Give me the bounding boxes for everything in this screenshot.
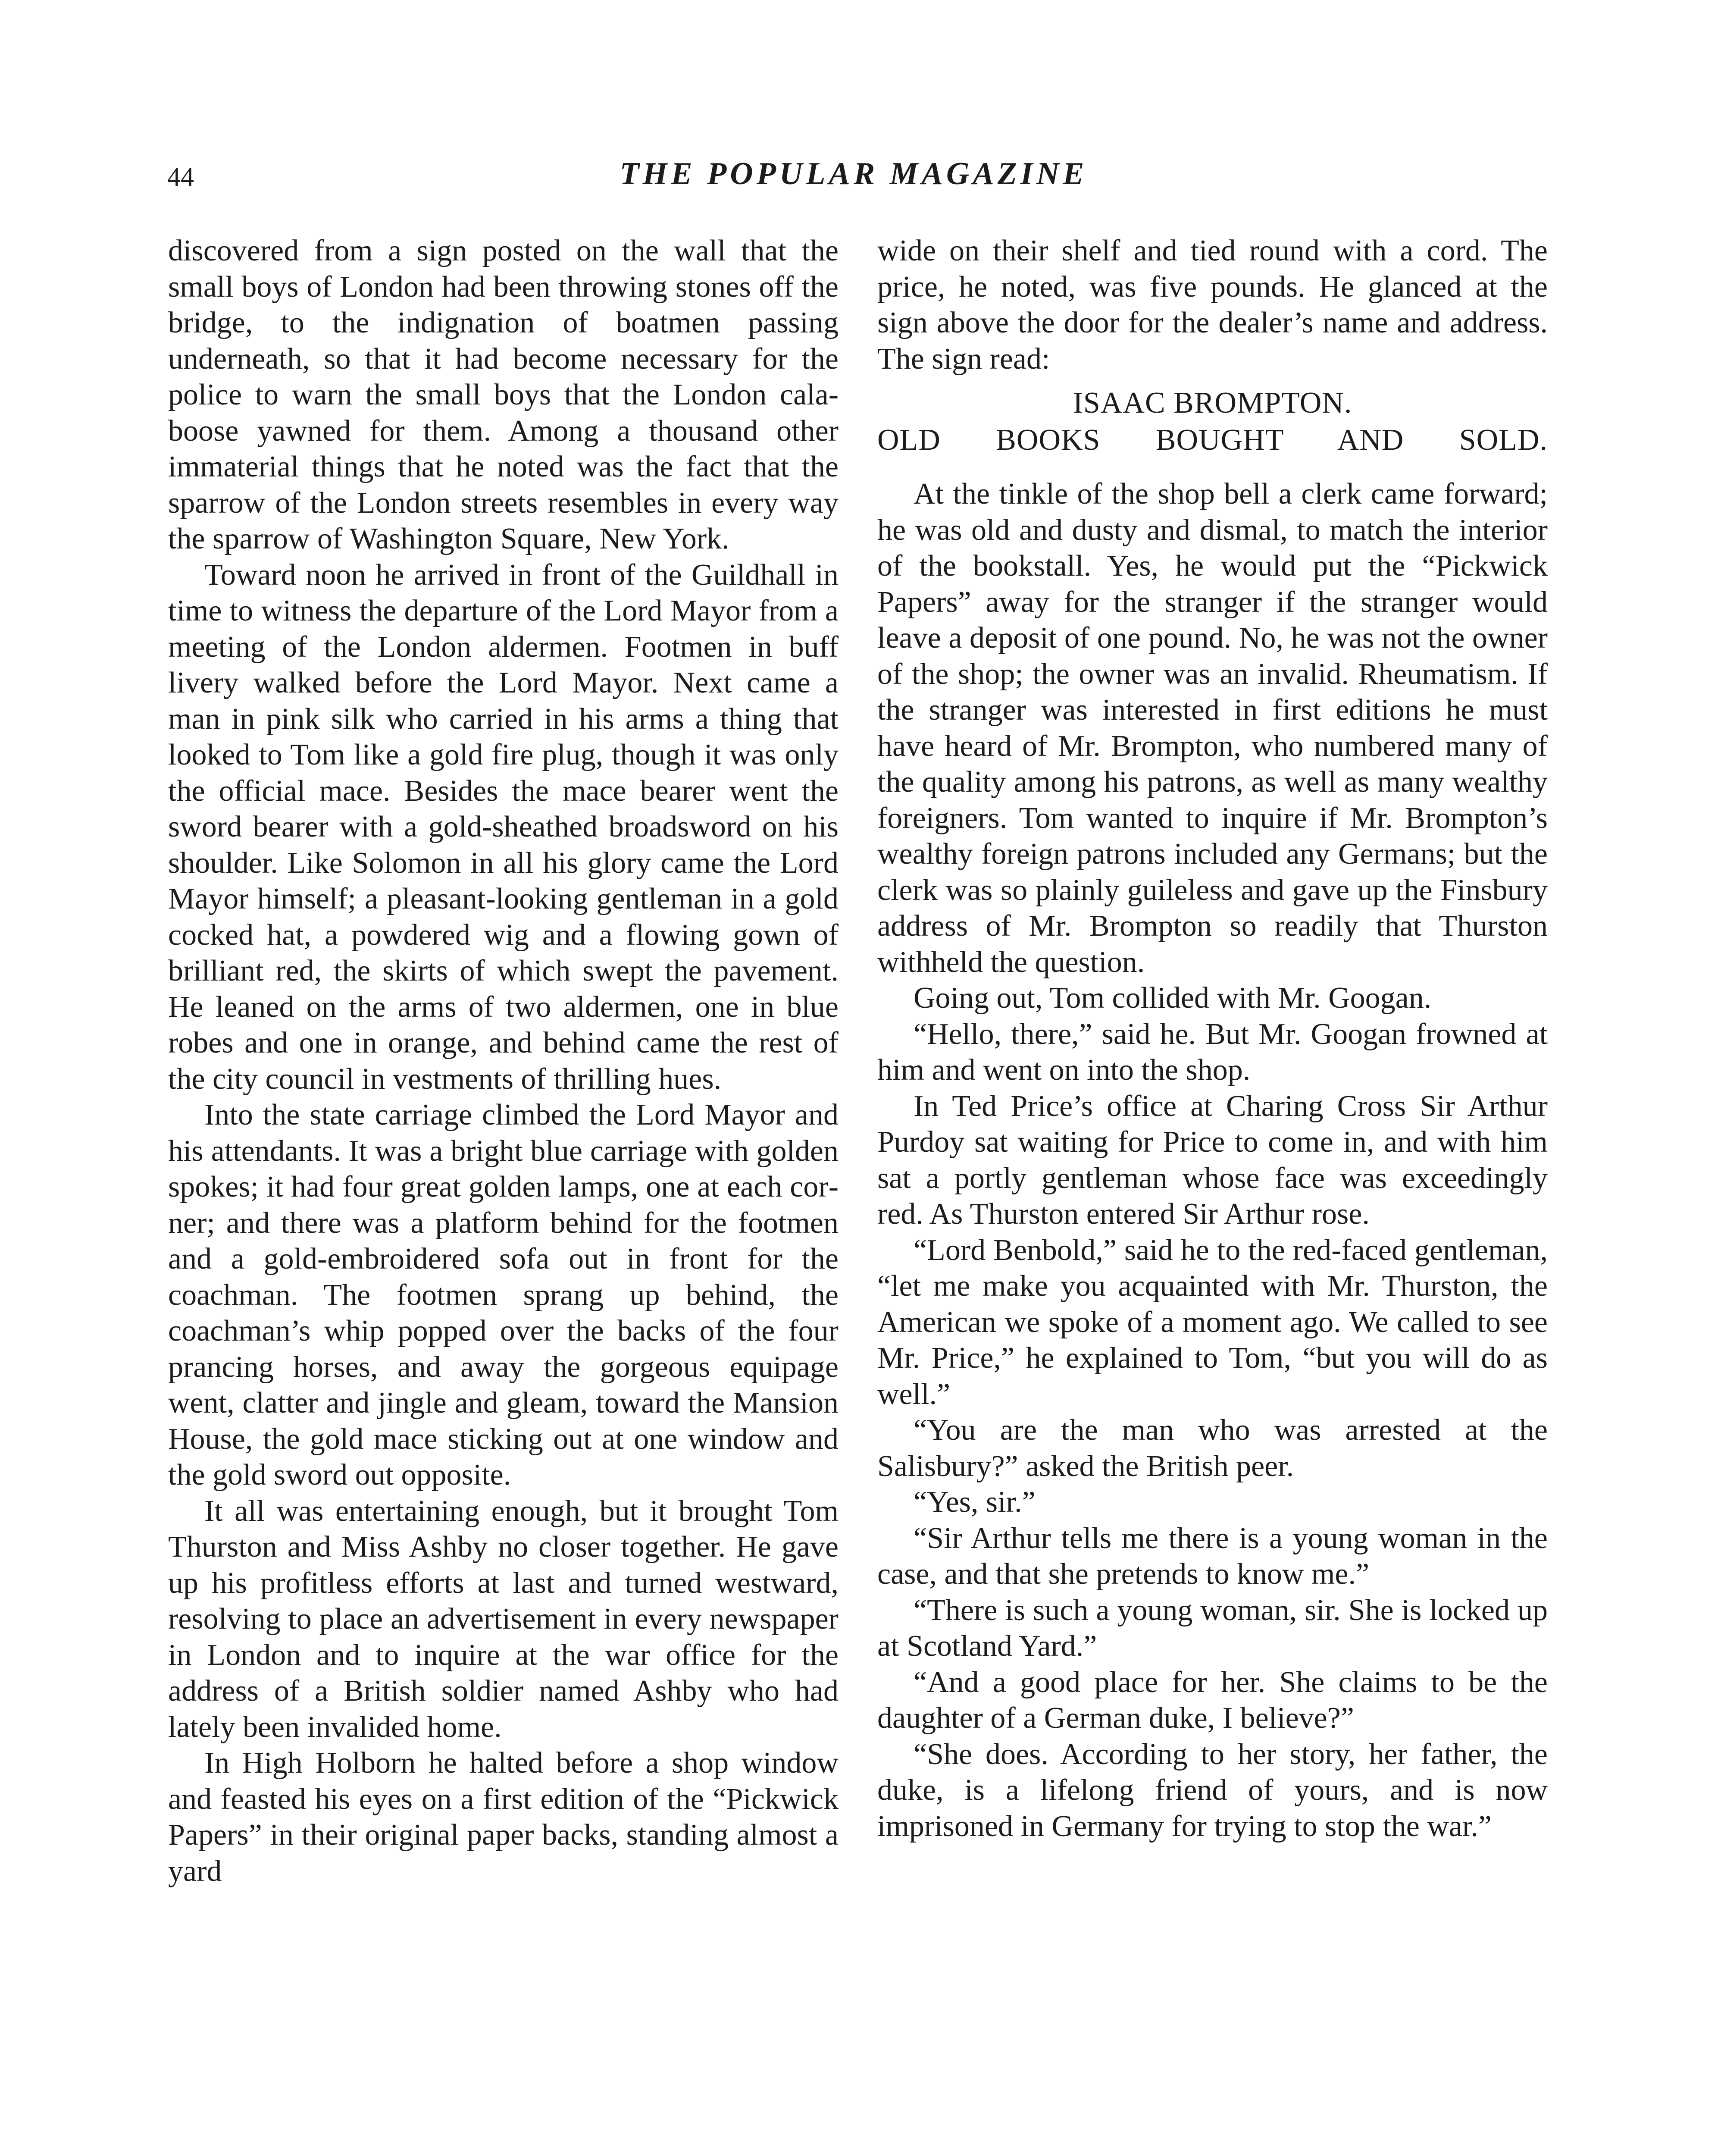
paragraph: “You are the man who was arrested at the Salisbury?” asked the British peer. bbox=[877, 1413, 1548, 1483]
paragraph: “Hello, there,” said he. But Mr. Googan frowned at him and went on into the shop. bbox=[877, 1017, 1548, 1087]
paragraph: discovered from a sign posted on the wall that the small boys of London had been throwing stones off the bridge, to the indignation of boatmen passing underneath, so that it had become necessary for the police to warn the small boys that the London calaboose yawned for them. Among a thousand other immaterial things that he noted was the fact that the sparrow of the London streets resembles in every way the sparrow of Washington Square, New York. bbox=[168, 234, 839, 555]
running-title: THE POPULAR MAGAZINE bbox=[620, 156, 1088, 191]
paragraph: “And a good place for her. She claims to be the daughter of a German duke, I believe?” bbox=[877, 1665, 1548, 1735]
paragraph: “There is such a young woman, sir. She is locked up at Scotland Yard.” bbox=[877, 1593, 1548, 1663]
right-column bbox=[877, 233, 1548, 1844]
paragraph: Toward noon he arrived in front of the Guildhall in time to witness the departure of the Lord Mayor from a meeting of the London aldermen. Footmen in buff livery walked before the Lord Mayor. Next came a man in pink silk who carried in his arms a thing that looked to Tom like a gold fire plug, though it was only the official mace. Besides the mace bearer went the sword bearer with a gold-sheathed broadsword on his shoulder. Like Solomon in all his glory came the Lord Mayor himself; a pleasant-looking gentleman in a gold cocked hat, a powdered wig and a flowing gown of brilliant red, the skirts of which swept the pavement. He leaned on the arms of two aldermen, one in blue robes and one in orange, and behind came the rest of the city council in vestments of thrilling hues. bbox=[168, 558, 839, 1096]
shop-sign-trade: OLD BOOKS BOUGHT AND SOLD. bbox=[877, 423, 1548, 457]
paragraph: In High Holborn he halted before a shop window and feasted his eyes on a first edition of the “Pickwick Papers” in their original paper backs, standing almost a yard bbox=[168, 1746, 839, 1888]
shop-sign bbox=[877, 385, 1548, 459]
paragraph: “Yes, sir.” bbox=[914, 1485, 1036, 1519]
paragraph: In Ted Price’s office at Charing Cross Sir Arthur Purdoy sat waiting for Price to come in, and with him sat a portly gentleman whose face was exceedingly red. As Thurston entered Sir Arthur rose. bbox=[877, 1089, 1548, 1231]
paragraph: “Sir Arthur tells me there is a young woman in the case, and that she pretends to know me.” bbox=[877, 1521, 1548, 1591]
shop-sign-name: ISAAC BROMPTON. bbox=[1073, 386, 1352, 420]
paragraph: “She does. According to her story, her father, the duke, is a lifelong friend of yours, and is now imprisoned in Germany for trying to stop the war.” bbox=[877, 1737, 1548, 1843]
paragraph: wide on their shelf and tied round with a cord. The price, he noted, was five pounds. He glanced at the sign above the door for the dealer’s name and address. The sign read: bbox=[877, 234, 1548, 376]
left-column bbox=[168, 233, 839, 1889]
paragraph: Going out, Tom collided with Mr. Googan. bbox=[914, 981, 1432, 1015]
paragraph: “Lord Benbold,” said he to the red-faced gentleman, “let me make you acquainted with Mr. Thurston, the American we spoke of a moment ago. We called to see Mr. Price,” he explained to Tom, “but you will do as well.” bbox=[877, 1233, 1548, 1411]
paragraph: Into the state carriage climbed the Lord Mayor and his attendants. It was a bright blue carriage with golden spokes; it had four great golden lamps, one at each corner; and there was a platform behind for the footmen and a gold-embroidered sofa out in front for the coachman. The footmen sprang up behind, the coachman’s whip popped over the backs of the four prancing horses, and away the gorgeous equipage went, clatter and jingle and gleam, toward the Mansion House, the gold mace sticking out at one window and the gold sword out opposite. bbox=[168, 1098, 839, 1492]
paragraph: At the tinkle of the shop bell a clerk came forward; he was old and dusty and dismal, to match the interior of the bookstall. Yes, he would put the “Pickwick Papers” away for the stranger if the stranger would leave a deposit of one pound. No, he was not the owner of the shop; the owner was an invalid. Rheumatism. If the stranger was interested in first editions he must have heard of Mr. Brompton, who numbered many of the quality among his patrons, as well as many wealthy foreigners. Tom wanted to inquire if Mr. Brompton’s wealthy foreign patrons included any Germans; but the clerk was so plainly guileless and gave up the Finsbury address of Mr. Brompton so readily that Thurston withheld the question. bbox=[877, 477, 1548, 979]
page-number: 44 bbox=[167, 163, 194, 192]
paragraph: It all was entertaining enough, but it brought Tom Thurston and Miss Ashby no closer together. He gave up his profitless efforts at last and turned westward, resolving to place an advertisement in every newspaper in London and to inquire at the war office for the address of a British soldier named Ashby who had lately been invalided home. bbox=[168, 1494, 839, 1744]
